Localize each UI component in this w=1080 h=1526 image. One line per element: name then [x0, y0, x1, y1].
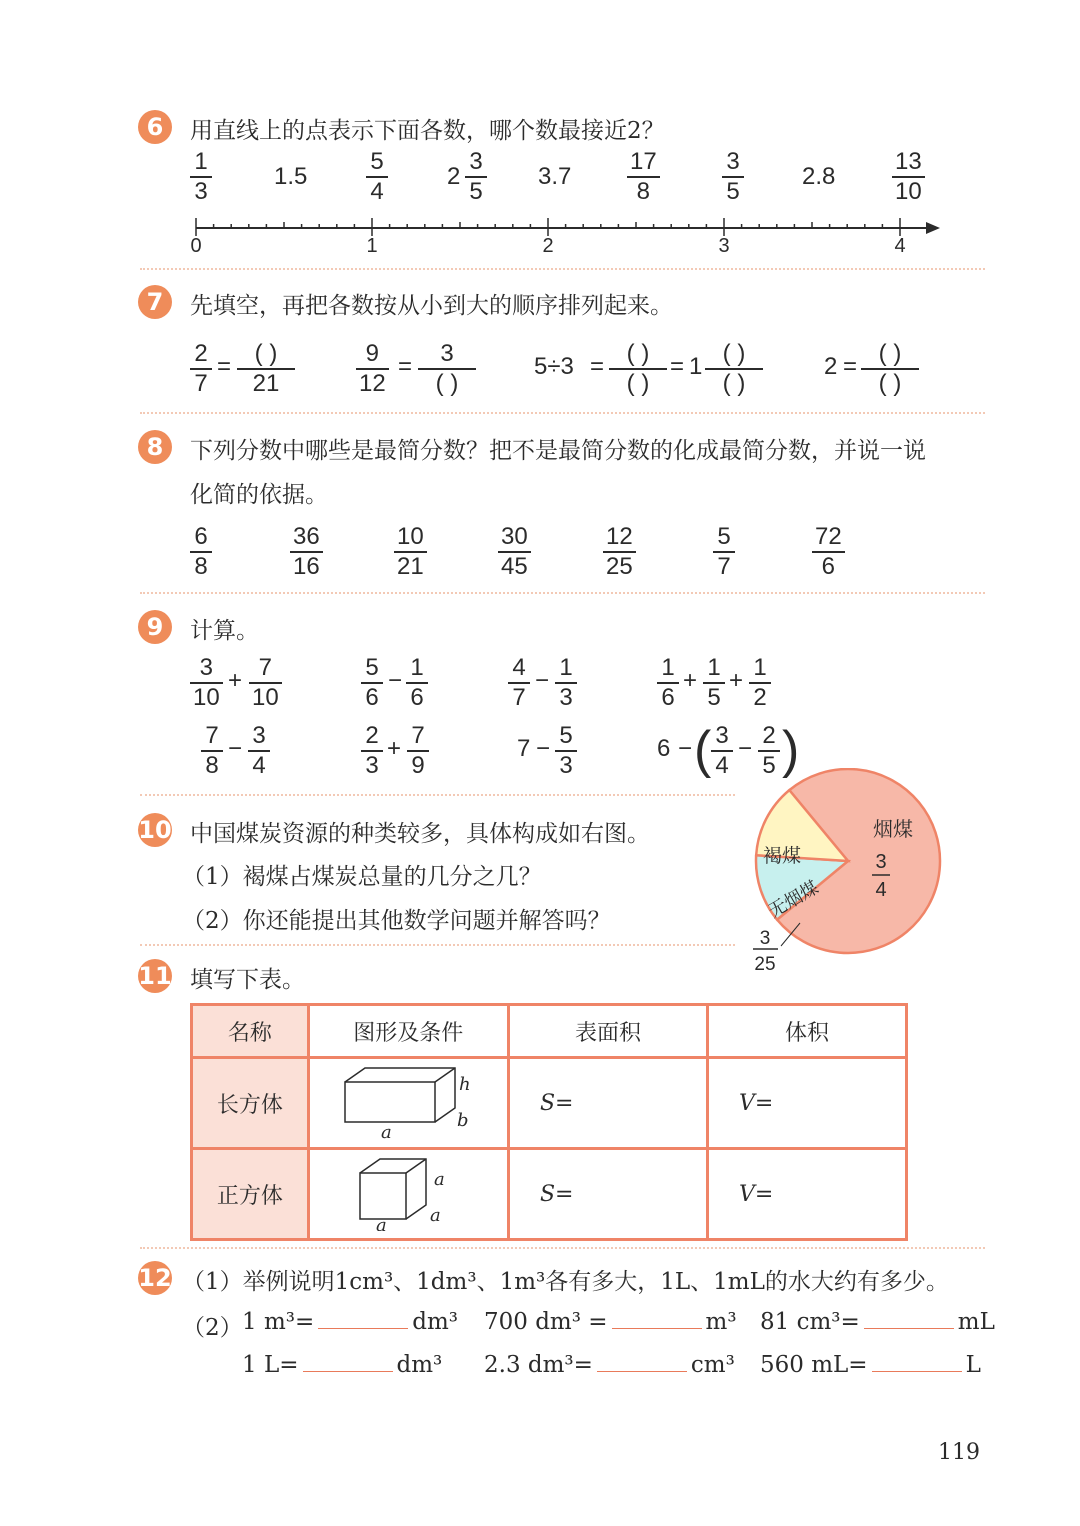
q8-fraction-7: 72 6 [812, 523, 845, 581]
q9-e6-b: 7 9 [407, 722, 429, 780]
q7-frac-2: 9 12 [356, 340, 389, 398]
cuboid-volume-cell[interactable]: V= [707, 1058, 906, 1149]
q7-whole-one: 1 [689, 353, 703, 380]
pie-value-bituminous-num: 3 [875, 851, 887, 873]
q9-e3-b: 1 3 [555, 654, 577, 712]
question-9-text: 计算。 [190, 618, 259, 644]
left-paren: ( [694, 721, 712, 779]
pie-label-anthracite: 无烟煤 [765, 877, 823, 923]
answer-blank[interactable] [303, 1371, 393, 1372]
q9-e8-whole: 6 [657, 735, 671, 762]
q6-value-4: 3 5 [465, 148, 487, 206]
q9-e2-b: 1 6 [406, 654, 428, 712]
q7-division: 5÷3 [534, 353, 574, 380]
cuboid-surface-cell[interactable]: S= [508, 1058, 707, 1149]
pie-value-bituminous-den: 4 [875, 879, 887, 901]
divider [140, 944, 735, 946]
question-8-number: 8 [138, 430, 172, 464]
q9-e1-a: 3 10 [190, 654, 223, 712]
unit-conversion-6: 560 mL= L [760, 1352, 981, 1378]
question-10-sub1: （1）褐煤占煤炭总量的几分之几？ [182, 864, 542, 890]
question-7-text: 先填空，再把各数按从小到大的顺序排列起来。 [190, 293, 673, 319]
cube-surface-cell[interactable]: S= [508, 1149, 707, 1240]
pie-label-lignite: 褐煤 [763, 845, 802, 867]
table-row [192, 1058, 907, 1149]
cube-label-a: a [376, 1215, 388, 1231]
q9-e5-b: 3 4 [248, 722, 270, 780]
tick-label-2: 2 [542, 235, 554, 257]
q6-value-2: 1.5 [274, 163, 308, 190]
question-10-text: 中国煤炭资源的种类较多，具体构成如右图。 [190, 821, 650, 847]
q9-minus: − [535, 667, 550, 694]
q9-e8-a: 3 4 [711, 722, 733, 780]
q7-frac-4-answer[interactable]: ( ) ( ) [705, 340, 763, 398]
cube-figure-cell [308, 1149, 508, 1240]
q9-plus: + [387, 735, 402, 762]
coal-pie-chart [745, 768, 945, 978]
q9-e7-b: 5 3 [555, 722, 577, 780]
q6-value-4-whole: 2 [447, 163, 461, 190]
pie-value-anthracite-den: 25 [754, 954, 776, 975]
unit-conversion-2: 700 dm³ = m³ [484, 1309, 737, 1335]
q9-minus: − [536, 735, 551, 762]
table-row [192, 1149, 907, 1240]
q9-plus: + [228, 667, 243, 694]
q7-eq: = [843, 353, 858, 380]
solids-table [190, 1003, 908, 1241]
cube-label-a: a [434, 1169, 446, 1190]
question-11-text: 填写下表。 [190, 967, 305, 993]
q9-minus: − [228, 735, 243, 762]
q6-value-5: 3.7 [538, 163, 572, 190]
question-7-number: 7 [138, 285, 172, 319]
q9-plus: + [729, 667, 744, 694]
q8-fraction-6: 5 7 [713, 523, 735, 581]
tick-label-3: 3 [718, 235, 730, 257]
tick-label-0: 0 [190, 235, 202, 257]
q9-e4-c: 1 2 [749, 654, 771, 712]
unit-conversion-5: 2.3 dm³= cm³ [484, 1352, 735, 1378]
table-header-surface: 表面积 [508, 1005, 707, 1058]
table-header-volume: 体积 [707, 1005, 906, 1058]
q9-e5-a: 7 8 [201, 722, 223, 780]
question-12-line1: （1）举例说明1cm³、1dm³、1m³各有多大，1L、1mL的水大约有多少。 [182, 1269, 949, 1295]
q9-e1-b: 7 10 [249, 654, 282, 712]
q9-e2-a: 5 6 [361, 654, 383, 712]
cuboid-drawing [333, 1060, 483, 1140]
table-header-name: 名称 [192, 1005, 309, 1058]
q8-fraction-1: 6 8 [190, 523, 212, 581]
divider [140, 794, 735, 796]
q7-frac-1: 2 7 [190, 340, 212, 398]
unit-conversion-4: 1 L= dm³ [242, 1352, 443, 1378]
question-10-sub2: （2）你还能提出其他数学问题并解答吗？ [182, 908, 611, 934]
table-header-figure: 图形及条件 [308, 1005, 508, 1058]
tick-label-4: 4 [894, 235, 906, 257]
q9-e6-a: 2 3 [361, 722, 383, 780]
q7-frac-5-answer[interactable]: ( ) ( ) [861, 340, 919, 398]
q9-e4-b: 1 5 [703, 654, 725, 712]
pie-value-anthracite-num: 3 [759, 928, 771, 949]
question-6-text: 用直线上的点表示下面各数，哪个数最接近2？ [190, 118, 665, 144]
q8-fraction-3: 10 21 [394, 523, 427, 581]
q8-fraction-4: 30 45 [498, 523, 531, 581]
question-12-number: 12 [138, 1261, 172, 1295]
divider [140, 268, 985, 270]
cube-drawing [348, 1151, 468, 1231]
cuboid-label-b: b [457, 1110, 469, 1131]
unit-conversion-3: 81 cm³= mL [760, 1309, 995, 1335]
q6-value-9: 13 10 [892, 148, 925, 206]
q9-e3-a: 4 7 [508, 654, 530, 712]
q6-value-1: 1 3 [190, 148, 212, 206]
divider [140, 1247, 985, 1249]
question-8-text-line2: 化简的依据。 [190, 482, 328, 508]
q7-eq: = [398, 353, 413, 380]
unit-conversion-1: 1 m³= dm³ [242, 1309, 459, 1335]
q9-minus: − [388, 667, 403, 694]
answer-blank[interactable] [318, 1328, 408, 1329]
q6-value-8: 2.8 [802, 163, 836, 190]
right-paren: ) [782, 721, 800, 779]
answer-blank[interactable] [597, 1371, 687, 1372]
question-6-number: 6 [138, 110, 172, 144]
cuboid-figure-cell [308, 1058, 508, 1149]
row-name-cube: 正方体 [192, 1149, 309, 1240]
q7-frac-3-answer[interactable]: ( ) ( ) [609, 340, 667, 398]
cuboid-label-h: h [459, 1074, 471, 1095]
question-12-part2-label: （2） [182, 1315, 243, 1341]
pie-label-bituminous: 烟煤 [873, 817, 913, 841]
question-11-number: 11 [138, 959, 172, 993]
divider [140, 592, 985, 594]
q9-e8-b: 2 5 [758, 722, 780, 780]
q9-minus: − [738, 735, 753, 762]
q6-value-6: 17 8 [627, 148, 660, 206]
answer-blank[interactable] [612, 1328, 702, 1329]
answer-blank[interactable] [864, 1328, 954, 1329]
cuboid-label-a: a [381, 1122, 393, 1140]
q7-frac-2-answer[interactable]: 3 ( ) [418, 340, 476, 398]
q7-frac-1-answer[interactable]: ( ) 21 [237, 340, 295, 398]
cube-volume-cell[interactable]: V= [707, 1149, 906, 1240]
q9-e7-whole: 7 [517, 735, 531, 762]
question-8-text-line1: 下列分数中哪些是最简分数？把不是最简分数的化成最简分数，并说一说 [190, 438, 926, 464]
table-header-row [192, 1005, 907, 1058]
q7-eq: = [217, 353, 232, 380]
question-9-number: 9 [138, 610, 172, 644]
q7-eq: = [670, 353, 685, 380]
answer-blank[interactable] [872, 1371, 962, 1372]
q9-e4-a: 1 6 [657, 654, 679, 712]
question-10-number: 10 [138, 813, 172, 847]
q9-minus: − [678, 735, 693, 762]
q6-value-7: 3 5 [722, 148, 744, 206]
tick-label-1: 1 [366, 235, 378, 257]
page-number: 119 [938, 1440, 980, 1465]
q7-whole-two: 2 [824, 353, 838, 380]
q7-eq: = [590, 353, 605, 380]
divider [140, 412, 985, 414]
q9-plus: + [683, 667, 698, 694]
row-name-cuboid: 长方体 [192, 1058, 309, 1149]
q8-fraction-5: 12 25 [603, 523, 636, 581]
q6-value-3: 5 4 [366, 148, 388, 206]
q8-fraction-2: 36 16 [290, 523, 323, 581]
cube-label-a: a [430, 1205, 442, 1226]
number-line [180, 212, 950, 262]
